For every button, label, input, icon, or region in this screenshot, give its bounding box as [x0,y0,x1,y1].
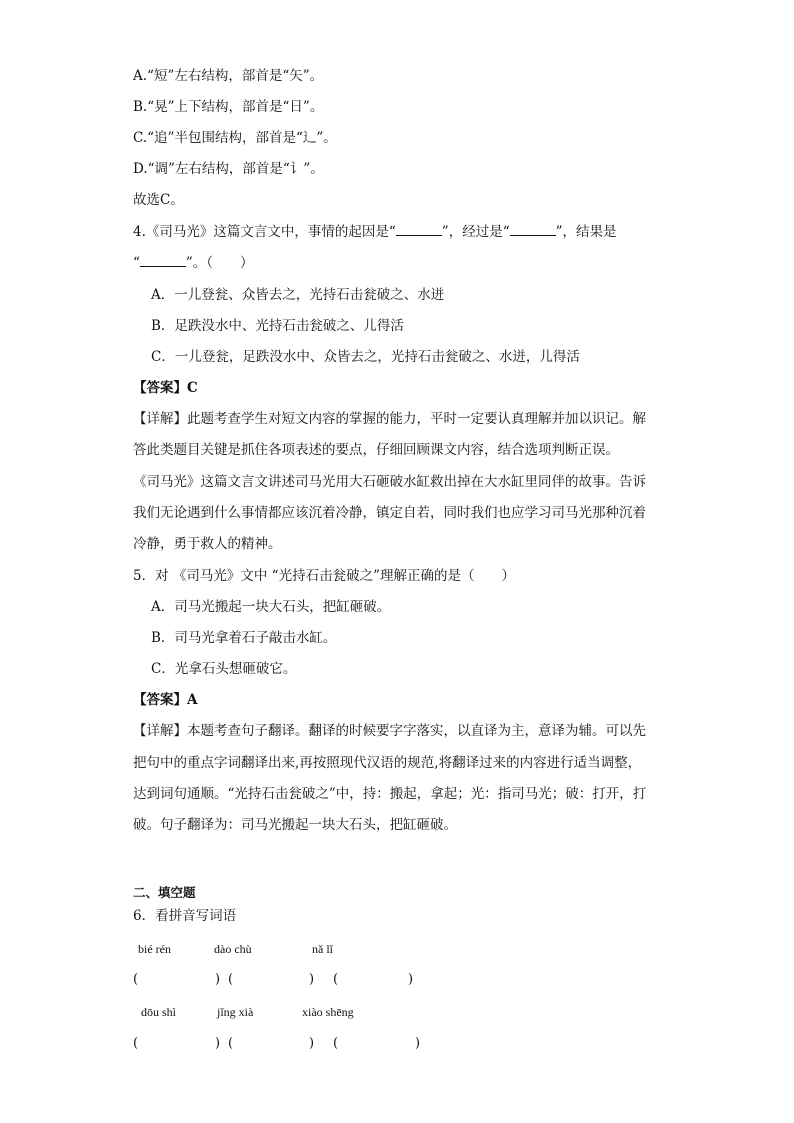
q4-option-b: B．足跌没水中、光持石击瓮破之、儿得活 [151,318,404,334]
answer-box-open: ( [333,1036,339,1051]
q3-option-d: D.“调”左右结构，部首是“讠”。 [133,161,324,177]
answer-box-close: ) [309,972,315,987]
q4-blank-cause[interactable] [396,223,442,236]
q4-stem-line1 [133,222,617,242]
q3-option-a: A.“短”左右结构，部首是“矢”。 [133,68,324,84]
q4-stem-part1: 4.《司马光》这篇文言文中，事情的起因是“ [133,224,396,240]
pinyin-label: dào chù [214,942,252,956]
q5-detail-line: 【详解】本题考查句子翻译。翻译的时候要字字落实，以直译为主，意译为辅。可以先 [133,723,646,739]
q4-detail-line: 答此类题目关键是抓住各项表述的要点，仔细回顾课文内容，结合选项判断正误。 [133,442,619,458]
pinyin-label: bié rén [138,942,171,956]
answer-box-open: ( [333,972,339,987]
q4-stem-part4: “ [133,255,140,271]
section-title: 二、填空题 [133,885,196,900]
q5-option-a: A．司马光搬起一块大石头，把缸砸破。 [151,599,391,615]
q4-stem-part3: ”，结果是 [555,224,617,240]
q3-conclusion: 故选C。 [133,192,184,208]
answer-box-open: ( [228,1036,234,1051]
q4-detail-line: 冷静，勇于救人的精神。 [133,536,282,552]
q5-option-b: B．司马光拿着石子敲击水缸。 [151,630,337,646]
answer-box-close: ) [415,1036,421,1051]
pinyin-label: nǎ lǐ [312,942,333,956]
answer-box-open: ( [133,972,139,987]
answer-box-open: ( [228,972,234,987]
answer-box-close: ) [215,1036,221,1051]
q6-stem: 6．看拼音写词语 [133,908,237,924]
pinyin-label: dōu shì [141,1005,177,1019]
answer-box-open: ( [133,1036,139,1051]
q5-detail-line: 达到词句通顺。“光持石击瓮破之”中，持：搬起，拿起；光：指司马光；破：打开，打 [133,786,647,802]
q4-stem-line2 [133,253,254,273]
q3-option-c: C.“追”半包围结构，部首是“辶”。 [133,130,337,146]
q4-answer: 【答案】C [133,380,198,396]
q4-detail-line: 我们无论遇到什么事情都应该沉着冷静，镇定自若，同时我们也应学习司马光那种沉着 [133,505,646,521]
answer-box-close: ) [215,972,221,987]
q5-stem: 5．对 《司马光》文中 “光持石击瓮破之”理解正确的是（ ） [133,568,515,584]
q4-option-a: A．一儿登瓮、众皆去之，光持石击瓮破之、水迸 [151,287,445,303]
pinyin-label: jǐng xià [217,1005,254,1019]
answer-box-close: ) [309,1036,315,1051]
q5-answer: 【答案】A [133,692,198,708]
q4-blank-result[interactable] [140,254,186,267]
q5-detail-line: 破。句子翻译为：司马光搬起一块大石头，把缸砸破。 [133,817,457,833]
q4-detail-line: 《司马光》这篇文言文讲述司马光用大石砸破水缸救出掉在大水缸里同伴的故事。告诉 [133,474,646,490]
q5-option-c: C．光拿石头想砸破它。 [151,661,297,677]
q5-detail-line: 把句中的重点字词翻译出来,再按照现代汉语的规范,将翻译过来的内容进行适当调整， [133,755,642,771]
q4-stem-part5: ”。（ ） [185,255,254,271]
answer-box-close: ) [408,972,414,987]
q3-option-b: B.“晃”上下结构，部首是“日”。 [133,99,324,115]
q4-detail-line: 【详解】此题考查学生对短文内容的掌握的能力，平时一定要认真理解并加以识记。解 [133,411,646,427]
pinyin-label: xiào shēng [302,1005,354,1019]
q4-option-c: C．一儿登瓮，足跌没水中、众皆去之，光持石击瓮破之、水迸，儿得活 [151,349,580,365]
q4-blank-process[interactable] [510,223,556,236]
q4-stem-part2: ”，经过是“ [441,224,510,240]
